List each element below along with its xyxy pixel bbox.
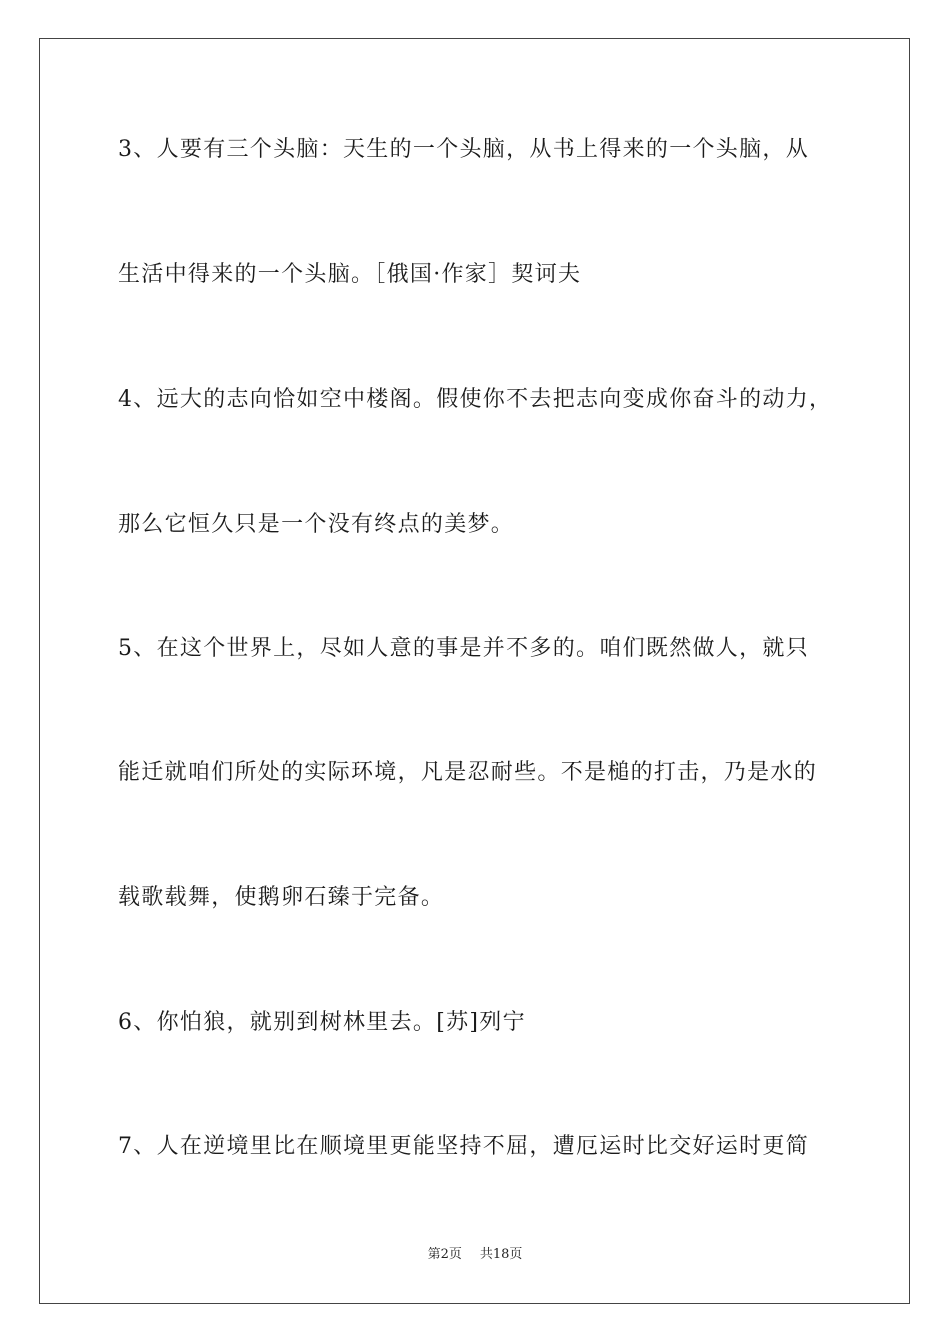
total-pages: 共18页 — [479, 1247, 523, 1262]
text-line: 6、你怕狼，就别到树林里去。[苏]列宁 — [118, 1010, 526, 1035]
text-line: 3、人要有三个头脑：天生的一个头脑，从书上得来的一个头脑，从 — [118, 137, 809, 162]
text-line: 7、人在逆境里比在顺境里更能坚持不屈，遭厄运时比交好运时更简 — [118, 1134, 809, 1159]
text-line: 4、远大的志向恰如空中楼阁。假使你不去把志向变成你奋斗的动力， — [118, 387, 833, 412]
page-number: 第2页 — [427, 1247, 462, 1262]
text-line: 5、在这个世界上，尽如人意的事是并不多的。咱们既然做人，就只 — [118, 636, 809, 661]
text-line: 生活中得来的一个头脑。［俄国·作家］契诃夫 — [118, 262, 582, 287]
text-line: 载歌载舞，使鹅卵石臻于完备。 — [118, 885, 445, 910]
text-line: 那么它恒久只是一个没有终点的美梦。 — [118, 512, 515, 537]
page-footer — [0, 1246, 950, 1264]
text-line: 能迁就咱们所处的实际环境，凡是忍耐些。不是槌的打击，乃是水的 — [118, 760, 818, 785]
page-border — [39, 38, 910, 1304]
